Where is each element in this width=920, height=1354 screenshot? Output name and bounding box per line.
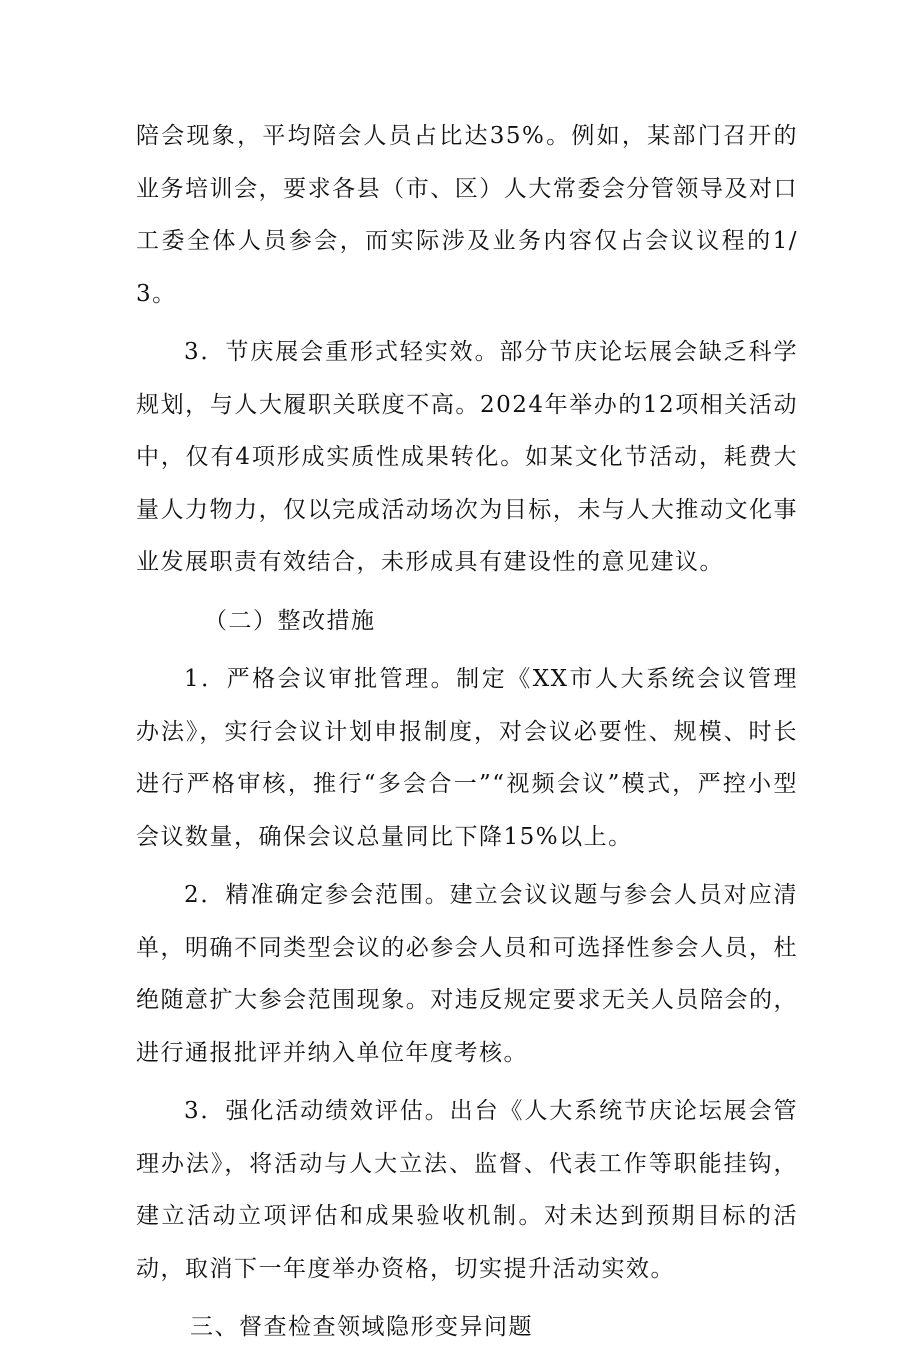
paragraph-item-3-activity-evaluation: 3．强化活动绩效评估。出台《人大系统节庆论坛展会管理办法》，将活动与人大立法、监督、代表工作等职能挂钩，建立活动立项评估和成果验收机制。对未达到预期目标的活动，取消下一年度举办资格，切实提升活动实效。 bbox=[136, 1098, 798, 1282]
paragraph-item-1-meeting-approval: 1．严格会议审批管理。制定《XX市人大系统会议管理办法》，实行会议计划申报制度，对会议必要性、规模、时长进行严格审核，推行“多会合一”“视频会议”模式，严控小型会议数量，确保会议总量同比下降15%以上。 bbox=[136, 666, 798, 850]
paragraph-continuation: 陪会现象，平均陪会人员占比达35%。例如，某部门召开的业务培训会，要求各县（市、区）人大常委会分管领导及对口工委全体人员参会，而实际涉及业务内容仅占会议议程的1/3。 bbox=[136, 123, 798, 307]
section-heading-inspection-issues: 三、督查检查领域隐形变异问题 bbox=[190, 1314, 533, 1340]
document-body bbox=[136, 110, 798, 1354]
paragraph-item-2-attendance-scope: 2．精准确定参会范围。建立会议议题与参会人员对应清单，明确不同类型会议的必参会人员和可选择性参会人员，杜绝随意扩大参会范围现象。对违反规定要求无关人员陪会的，进行通报批评并纳入单位年度考核。 bbox=[136, 882, 798, 1066]
section-heading-rectification-measures: （二）整改措施 bbox=[204, 607, 376, 634]
paragraph-item-3-festival-events: 3．节庆展会重形式轻实效。部分节庆论坛展会缺乏科学规划，与人大履职关联度不高。2024年举办的12项相关活动中，仅有4项形成实质性成果转化。如某文化节活动，耗费大量人力物力，仅以完成活动场次为目标，未与人大推动文化事业发展职责有效结合，未形成具有建设性的意见建议。 bbox=[136, 339, 798, 575]
